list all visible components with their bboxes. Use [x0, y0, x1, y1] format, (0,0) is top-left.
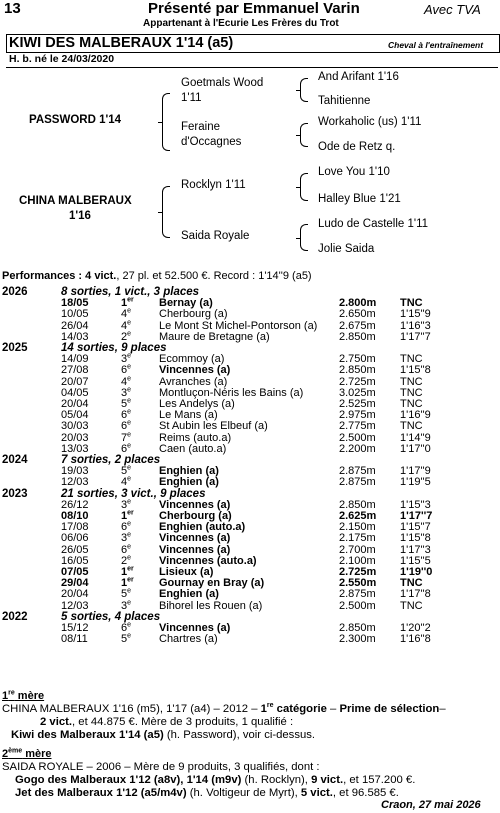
- race-date: 14/03: [61, 330, 89, 343]
- race-place-suffix: e: [127, 442, 132, 450]
- race-place-number: 6: [121, 543, 128, 556]
- race-distance: 2.975m: [339, 409, 376, 422]
- race-time: 1'17''8: [400, 588, 431, 601]
- race-place-number: 4: [121, 319, 128, 332]
- horse-status: Cheval à l'entraînement: [388, 40, 484, 50]
- race-place-number: 5: [121, 465, 128, 478]
- race-place-suffix: e: [127, 330, 132, 338]
- race-time: 1'15''3: [400, 498, 431, 511]
- race-track: Vincennes (a): [159, 622, 231, 635]
- race-time: 1'17''7: [400, 330, 431, 343]
- race-distance: 2.750m: [339, 353, 376, 366]
- race-date: 14/09: [61, 353, 89, 366]
- race-time: 1'14''9: [400, 431, 431, 444]
- year-summary: 7 sorties, 2 places: [61, 454, 161, 467]
- race-track: Enghien (auto.a): [159, 521, 246, 534]
- race-distance: 2.800m: [339, 297, 377, 310]
- race-row: [0, 634, 460, 645]
- race-place-number: 5: [121, 633, 128, 646]
- race-place-suffix: e: [127, 587, 132, 595]
- race-distance: 2.775m: [339, 420, 376, 433]
- race-place-suffix: e: [127, 475, 132, 483]
- race-distance: 2.500m: [339, 431, 376, 444]
- pedigree-dsd: Halley Blue 1'21: [318, 193, 401, 205]
- pedigree-sds: Workaholic (us) 1'11: [318, 116, 422, 128]
- race-time: 1'17''3: [400, 543, 431, 556]
- race-date: 16/05: [61, 554, 89, 567]
- race-date: 18/05: [61, 297, 89, 310]
- race-spacer: [0, 511, 61, 522]
- performances-wins: 4 vict.: [85, 270, 117, 282]
- second-dam-line3: Jet des Malberaux 1'12 (a5/m4v) (h. Voltigeur de Myrt), 5 vict., et 96.585 €.: [15, 787, 399, 799]
- race-distance: 2.700m: [339, 543, 376, 556]
- race-time: TNC: [400, 398, 423, 411]
- race-date: 08/10: [61, 510, 89, 523]
- race-place-number: 2: [121, 554, 128, 567]
- race-track: Vincennes (a): [159, 543, 231, 556]
- race-date: 07/05: [61, 566, 89, 579]
- race-place-number: 4: [121, 308, 128, 321]
- year-summary: 21 sorties, 3 vict., 9 places: [61, 487, 206, 500]
- race-place-number: 3: [121, 532, 128, 545]
- performances-label: Performances :: [2, 270, 83, 282]
- race-place-suffix: e: [127, 632, 132, 640]
- race-place-number: 3: [121, 386, 128, 399]
- race-date: 12/03: [61, 599, 89, 612]
- race-time: 1'16''8: [400, 633, 431, 646]
- race-place: [121, 634, 159, 645]
- race-place-suffix: e: [127, 397, 132, 405]
- race-row: [0, 365, 460, 376]
- race-place-suffix: er: [127, 576, 134, 584]
- divider: [6, 67, 498, 68]
- pedigree-brace: [300, 224, 308, 251]
- race-date: 15/12: [61, 622, 89, 635]
- race-date: 20/03: [61, 431, 89, 444]
- lot-number: 13: [4, 0, 21, 17]
- race-spacer: [0, 399, 61, 410]
- race-spacer: [0, 533, 61, 544]
- race-row: [0, 309, 460, 320]
- race-spacer: [0, 589, 61, 600]
- race-place-suffix: e: [127, 543, 132, 551]
- race-track: Maure de Bretagne (a): [159, 330, 270, 343]
- race-time: 1'15''7: [400, 521, 431, 534]
- race-place-number: 3: [121, 498, 128, 511]
- race-spacer: [0, 377, 61, 388]
- race-time: TNC: [400, 297, 423, 310]
- race-track: Chartres (a): [159, 633, 218, 646]
- year-label: 2025: [2, 342, 28, 355]
- race-track: Vincennes (a): [159, 364, 231, 377]
- horse-name: KIWI DES MALBERAUX 1'14 (a5): [9, 35, 234, 51]
- race-date: 13/03: [61, 442, 89, 455]
- race-date: 30/03: [61, 420, 89, 433]
- race-time: TNC: [400, 353, 423, 366]
- race-place-number: 1: [121, 566, 128, 579]
- race-track: Cherbourg (a): [159, 308, 228, 321]
- pedigree-brace: [300, 123, 308, 147]
- race-time: TNC: [400, 420, 423, 433]
- vat-note: Avec TVA: [424, 2, 481, 17]
- race-date: 06/06: [61, 532, 89, 545]
- race-place-suffix: e: [127, 419, 132, 427]
- second-dam-line2: Gogo des Malberaux 1'12 (a8v), 1'14 (m9v) (h. Rocklyn), 9 vict., et 157.200 €.: [15, 774, 416, 786]
- race-place-suffix: e: [127, 621, 132, 629]
- race-track: Caen (auto.a): [159, 442, 227, 455]
- race-time: 1'15''8: [400, 364, 431, 377]
- race-distance: 2.850m: [339, 498, 376, 511]
- year-summary: 14 sorties, 9 places: [61, 342, 167, 355]
- race-spacer: [0, 365, 61, 376]
- pedigree-brace: [162, 186, 170, 238]
- race-place-suffix: e: [127, 498, 132, 506]
- race-date: 29/04: [61, 577, 89, 590]
- race-place-number: 1: [121, 510, 128, 523]
- pedigree-dam-record: 1'16: [69, 210, 91, 222]
- race-time: 1'17''0: [400, 442, 431, 455]
- first-dam-line3: Kiwi des Malberaux 1'14 (a5) (h. Password), voir ci-dessus.: [11, 729, 316, 741]
- pedigree-dam-dam: Saida Royale: [181, 230, 250, 242]
- pedigree-dss: Love You 1'10: [318, 166, 390, 178]
- race-date: 19/03: [61, 465, 89, 478]
- race-date: 04/05: [61, 386, 89, 399]
- race-time: 1'15''9: [400, 308, 431, 321]
- race-place-number: 5: [121, 398, 128, 411]
- pedigree-sire-dam-2: d'Occagnes: [181, 136, 242, 148]
- race-place-number: 2: [121, 330, 128, 343]
- pedigree-sire-sire-record: 1'11: [181, 92, 202, 104]
- footer-place-date: Craon, 27 mai 2026: [381, 799, 481, 811]
- race-distance: 2.850m: [339, 364, 376, 377]
- race-spacer: [0, 567, 61, 578]
- race-spacer: [0, 433, 61, 444]
- race-place-number: 5: [121, 588, 128, 601]
- year-label: 2023: [2, 487, 28, 500]
- race-spacer: [0, 321, 61, 332]
- race-date: 17/08: [61, 521, 89, 534]
- race-place-number: 3: [121, 353, 128, 366]
- race-date: 05/04: [61, 409, 89, 422]
- race-track: Enghien (a): [159, 588, 219, 601]
- pedigree-dds: Ludo de Castelle 1'11: [318, 218, 429, 230]
- race-time: TNC: [400, 577, 423, 590]
- race-track: Vincennes (a): [159, 498, 231, 511]
- first-dam-line2: 2 vict., et 44.875 €. Mère de 3 produits, 1 qualifié :: [40, 716, 294, 728]
- race-date: 10/05: [61, 308, 89, 321]
- pedigree-ssd: Tahitienne: [318, 95, 371, 107]
- race-track: Les Andelys (a): [159, 398, 235, 411]
- race-distance: 2.650m: [339, 308, 376, 321]
- year-summary: 8 sorties, 1 vict., 3 places: [61, 286, 200, 298]
- race-time: TNC: [400, 599, 423, 612]
- race-distance: 2.100m: [339, 554, 376, 567]
- race-place-suffix: e: [127, 464, 132, 472]
- race-distance: 2.500m: [339, 599, 376, 612]
- race-track: Reims (auto.a): [159, 431, 232, 444]
- race-spacer: [0, 298, 61, 309]
- race-place-number: 3: [121, 599, 128, 612]
- race-track: Bernay (a): [159, 297, 213, 310]
- race-place-suffix: e: [127, 520, 132, 528]
- race-track: Le Mans (a): [159, 409, 218, 422]
- race-place-suffix: er: [127, 565, 134, 573]
- pedigree-dam: CHINA MALBERAUX: [19, 195, 132, 207]
- race-track: Vincennes (auto.a): [159, 554, 257, 567]
- race-distance: 3.025m: [339, 386, 376, 399]
- race-place-suffix: e: [127, 363, 132, 371]
- race-spacer: [0, 634, 61, 645]
- year-label: 2024: [2, 454, 28, 467]
- race-track: St Aubin les Elbeuf (a): [159, 420, 268, 433]
- race-time: 1'16''9: [400, 409, 431, 422]
- pedigree-sire-dam: Feraine: [181, 121, 220, 133]
- race-track: Avranches (a): [159, 375, 228, 388]
- race-track: Gournay en Bray (a): [159, 577, 265, 590]
- race-spacer: [0, 354, 61, 365]
- race-place-suffix: e: [127, 408, 132, 416]
- performances-details: , 27 pl. et 52.500 €. Record : 1'14''9 (a5): [116, 270, 312, 282]
- first-dam-heading: 1re mère: [2, 689, 45, 702]
- race-time: 1'17''9: [400, 465, 431, 478]
- race-spacer: [0, 545, 61, 556]
- race-time: 1'19''0: [400, 566, 433, 579]
- race-place-number: 1: [121, 577, 128, 590]
- race-spacer: [0, 522, 61, 533]
- race-place-suffix: e: [127, 554, 132, 562]
- pedigree-brace: [162, 93, 170, 151]
- race-time: TNC: [400, 375, 423, 388]
- second-dam-heading: 2ème mère: [2, 747, 52, 760]
- race-place-number: 6: [121, 622, 128, 635]
- race-time: 1'20''2: [400, 622, 431, 635]
- birth-info: H. b. né le 24/03/2020: [9, 53, 115, 65]
- race-row: [0, 533, 460, 544]
- race-place-suffix: e: [127, 430, 132, 438]
- race-place-number: 6: [121, 521, 128, 534]
- race-place-number: 7: [121, 431, 128, 444]
- race-date: 08/11: [61, 633, 88, 646]
- race-track: Ecommoy (a): [159, 353, 225, 366]
- race-place-number: 6: [121, 420, 128, 433]
- race-place-suffix: e: [127, 318, 132, 326]
- race-track: Bihorel les Rouen (a): [159, 599, 263, 612]
- race-spacer: [0, 477, 61, 488]
- performances-summary: [2, 270, 312, 282]
- first-dam-line1: CHINA MALBERAUX 1'16 (m5), 1'17 (a4) – 2012 – 1re catégorie – Prime de sélection–: [2, 702, 446, 715]
- race-place-suffix: e: [127, 531, 132, 539]
- pedigree-ddd: Jolie Saida: [318, 243, 375, 255]
- race-date: 20/07: [61, 375, 89, 388]
- race-date: 26/12: [61, 498, 89, 511]
- race-track: Enghien (a): [159, 476, 219, 489]
- performance-table: [0, 287, 460, 646]
- race-spacer: [0, 578, 61, 589]
- race-place-suffix: er: [127, 509, 134, 517]
- race-track: Le Mont St Michel-Pontorson (a): [159, 319, 318, 332]
- race-date: 20/04: [61, 398, 89, 411]
- race-date: 20/04: [61, 588, 89, 601]
- race-place-suffix: er: [127, 296, 134, 304]
- race-date: 12/03: [61, 476, 89, 489]
- pedigree-brace: [300, 173, 308, 201]
- race-distance: 2.550m: [339, 577, 377, 590]
- race-place: [121, 477, 159, 488]
- race-distance: 2.200m: [339, 442, 376, 455]
- race-place-number: 4: [121, 476, 128, 489]
- race-place-number: 6: [121, 364, 128, 377]
- race-row: [0, 421, 460, 432]
- race-row: [0, 589, 460, 600]
- pedigree-sire-sire: Goetmals Wood: [181, 77, 264, 89]
- race-date: 27/08: [61, 364, 89, 377]
- race-time: 1'15''5: [400, 554, 431, 567]
- race-track: Cherbourg (a): [159, 510, 232, 523]
- year-label: 2026: [2, 286, 28, 298]
- presenter: Présenté par Emmanuel Varin: [148, 0, 360, 17]
- race-time: 1'16''3: [400, 319, 431, 332]
- race-place-suffix: e: [127, 599, 132, 607]
- race-place-number: 6: [121, 442, 128, 455]
- race-place-suffix: e: [127, 374, 132, 382]
- year-summary: 5 sorties, 4 places: [61, 610, 161, 623]
- race-distance: 2.625m: [339, 510, 377, 523]
- race-distance: 2.175m: [339, 532, 376, 545]
- race-spacer: [0, 556, 61, 567]
- race-place-suffix: e: [127, 386, 132, 394]
- race-track: Lisieux (a): [159, 566, 214, 579]
- race-spacer: [0, 466, 61, 477]
- race-track: Montluçon-Néris les Bains (a): [159, 386, 304, 399]
- race-date: 26/04: [61, 319, 89, 332]
- race-spacer: [0, 500, 61, 511]
- race-distance: 2.725m: [339, 566, 377, 579]
- race-place-suffix: e: [127, 307, 132, 315]
- race-distance: 2.875m: [339, 588, 376, 601]
- race-distance: 2.300m: [339, 633, 376, 646]
- race-track: Enghien (a): [159, 465, 219, 478]
- race-row: [0, 477, 460, 488]
- race-spacer: [0, 623, 61, 634]
- race-place-suffix: e: [127, 352, 132, 360]
- race-spacer: [0, 421, 61, 432]
- race-date: 26/05: [61, 543, 89, 556]
- race-spacer: [0, 309, 61, 320]
- race-distance: 2.850m: [339, 622, 376, 635]
- pedigree-sss: And Arifant 1'16: [318, 71, 399, 83]
- owner: Appartenant à l'Ecurie Les Frères du Trot: [143, 18, 339, 29]
- race-spacer: [0, 388, 61, 399]
- race-distance: 2.150m: [339, 521, 376, 534]
- race-place-number: 4: [121, 375, 128, 388]
- race-distance: 2.850m: [339, 330, 376, 343]
- race-distance: 2.675m: [339, 319, 376, 332]
- race-place-number: 6: [121, 409, 128, 422]
- race-time: 1'19''5: [400, 476, 431, 489]
- pedigree-sire: PASSWORD 1'14: [29, 114, 121, 126]
- year-label: 2022: [2, 610, 28, 623]
- second-dam-line1: SAIDA ROYALE – 2006 – Mère de 9 produits, 3 qualifiés, dont :: [2, 761, 320, 773]
- race-spacer: [0, 410, 61, 421]
- race-distance: 2.875m: [339, 476, 376, 489]
- race-distance: 2.875m: [339, 465, 376, 478]
- race-time: 1'15''8: [400, 532, 431, 545]
- race-place-number: 1: [121, 297, 128, 310]
- pedigree-dam-sire: Rocklyn 1'11: [181, 179, 246, 191]
- pedigree-sdd: Ode de Retz q.: [318, 141, 396, 153]
- pedigree-brace: [300, 78, 308, 102]
- race-distance: 2.525m: [339, 398, 376, 411]
- race-track: Vincennes (a): [159, 532, 231, 545]
- race-time: 1'17''7: [400, 510, 433, 523]
- race-time: TNC: [400, 386, 423, 399]
- race-distance: 2.725m: [339, 375, 376, 388]
